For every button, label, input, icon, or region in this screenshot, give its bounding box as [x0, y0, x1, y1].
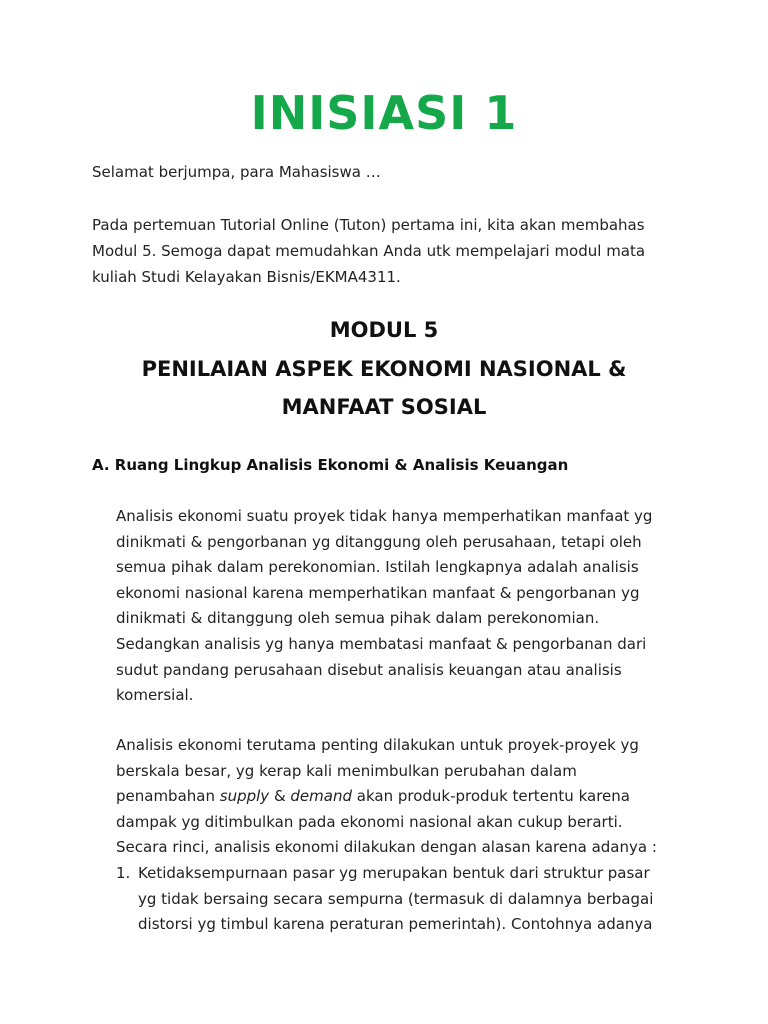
list-item — [116, 861, 676, 938]
paragraph-line: Secara rinci, analisis ekonomi dilakukan dengan alasan karena adanya : — [116, 838, 657, 857]
intro-line: Modul 5. Semoga dapat memudahkan Anda utk mempelajari modul mata — [92, 242, 646, 260]
text-run: penambahan — [116, 787, 220, 806]
greeting-text: Selamat berjumpa, para Mahasiswa … — [92, 163, 381, 181]
intro-line: kuliah Studi Kelayakan Bisnis/EKMA4311. — [92, 268, 401, 286]
module-number: MODUL 5 — [329, 318, 439, 342]
numbered-list — [116, 861, 676, 938]
text-run: & — [269, 787, 291, 806]
body-paragraph-1 — [116, 504, 676, 709]
paragraph-line: berskala besar, yg kerap kali menimbulkan perubahan dalam — [116, 761, 577, 780]
page-title: INISIASI 1 — [250, 86, 518, 140]
paragraph-line: semua pihak dalam perekonomian. Istilah lengkapnya adalah analisis — [116, 558, 639, 577]
list-number: 1. — [116, 864, 131, 882]
text-run: akan produk-produk tertentu karena — [352, 787, 630, 806]
module-title-line: MANFAAT SOSIAL — [281, 395, 487, 419]
paragraph-line: Analisis ekonomi suatu proyek tidak hanya memperhatikan manfaat yg — [116, 507, 653, 525]
intro-line: Pada pertemuan Tutorial Online (Tuton) pertama ini, kita akan membahas — [92, 216, 645, 234]
section-heading-a: A. Ruang Lingkup Analisis Ekonomi & Analisis Keuangan — [92, 456, 569, 474]
paragraph-line: dinikmati & pengorbanan yg ditanggung oleh perusahaan, tetapi oleh — [116, 532, 642, 551]
paragraph-line — [116, 784, 676, 810]
paragraph-line: dampak yg ditimbulkan pada ekonomi nasional akan cukup berarti. — [116, 812, 623, 831]
paragraph-line: Sedangkan analisis yg hanya membatasi manfaat & pengorbanan dari — [116, 634, 647, 653]
intro-paragraph — [92, 212, 692, 290]
paragraph-line: Analisis ekonomi terutama penting dilakukan untuk proyek-proyek yg — [116, 736, 639, 754]
list-item-line: yg tidak bersaing secara sempurna (termasuk di dalamnya berbagai — [138, 889, 654, 908]
module-title-line: PENILAIAN ASPEK EKONOMI NASIONAL & — [141, 357, 627, 381]
body-paragraph-2 — [116, 733, 676, 861]
paragraph-line: dinikmati & ditanggung oleh semua pihak dalam perekonomian. — [116, 609, 600, 628]
paragraph-line: ekonomi nasional karena memperhatikan manfaat & pengorbanan yg — [116, 583, 640, 602]
list-item-line: distorsi yg timbul karena peraturan pemerintah). Contohnya adanya — [138, 915, 653, 934]
module-heading — [0, 314, 768, 426]
italic-term-demand: demand — [290, 787, 352, 806]
paragraph-line: komersial. — [116, 686, 194, 705]
italic-term-supply: supply — [219, 787, 270, 806]
paragraph-line: sudut pandang perusahaan disebut analisis keuangan atau analisis — [116, 660, 622, 679]
list-item-line: Ketidaksempurnaan pasar yg merupakan bentuk dari struktur pasar — [138, 864, 650, 882]
